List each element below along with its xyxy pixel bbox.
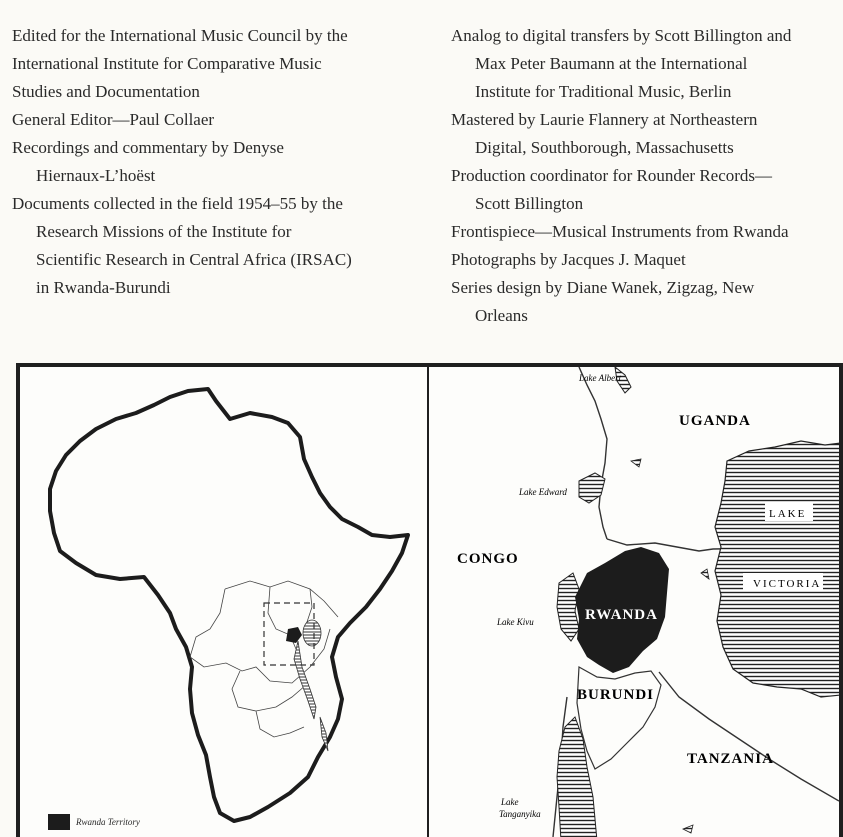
label-burundi: BURUNDI xyxy=(577,687,655,703)
credit-line: Scott Billington xyxy=(475,194,584,213)
credit-line: Frontispiece—Musical Instruments from Rwanda xyxy=(451,222,789,241)
label-uganda: UGANDA xyxy=(679,413,751,429)
label-rwanda: RWANDA xyxy=(585,607,658,623)
label-victoria: VICTORIA xyxy=(753,578,822,590)
credit-line: Documents collected in the field 1954–55 by the xyxy=(12,194,343,213)
lake-victoria xyxy=(715,441,841,697)
credits-right-column xyxy=(451,22,843,330)
credit-line: in Rwanda-Burundi xyxy=(36,278,171,297)
credit-line: Max Peter Baumann at the International xyxy=(475,54,748,73)
credit-line: International Institute for Comparative Music xyxy=(12,54,322,73)
credit-line: Mastered by Laurie Flannery at Northeastern xyxy=(451,110,758,129)
credits-left-column xyxy=(12,22,422,302)
credit-line: General Editor—Paul Collaer xyxy=(12,110,215,129)
credit-line: Production coordinator for Rounder Records— xyxy=(451,166,773,185)
region-map xyxy=(429,367,841,837)
credit-line: Recordings and commentary by Denyse xyxy=(12,138,284,157)
map-legend xyxy=(48,814,140,830)
label-lake-tanganyika-2: Tanganyika xyxy=(499,809,541,819)
credit-line: Research Missions of the Institute for xyxy=(36,222,292,241)
label-lake-albert: Lake Albert xyxy=(579,373,622,383)
label-congo: CONGO xyxy=(457,551,519,567)
credit-line: Edited for the International Music Council by the xyxy=(12,26,348,45)
burundi-border xyxy=(577,667,661,769)
rwanda-territory-shape xyxy=(286,627,302,643)
label-lake-tanganyika-1: Lake xyxy=(501,797,519,807)
credit-line: Series design by Diane Wanek, Zigzag, New xyxy=(451,278,755,297)
credit-line: Institute for Traditional Music, Berlin xyxy=(475,82,732,101)
lake-edward xyxy=(579,473,605,503)
label-lake-kivu: Lake Kivu xyxy=(497,617,534,627)
credit-line: Orleans xyxy=(475,306,528,325)
africa-map xyxy=(20,367,429,837)
region-map-panel xyxy=(427,363,843,837)
lake-kivu xyxy=(557,573,579,641)
label-lake: LAKE xyxy=(769,508,807,520)
label-tanzania: TANZANIA xyxy=(687,751,774,767)
africa-outline xyxy=(50,389,408,821)
africa-map-panel xyxy=(16,363,429,837)
lakes xyxy=(294,620,328,751)
credit-line: Scientific Research in Central Africa (IRSAC) xyxy=(36,250,352,269)
label-lake-edward: Lake Edward xyxy=(519,487,567,497)
legend-label: Rwanda Territory xyxy=(76,817,140,827)
credit-line: Studies and Documentation xyxy=(12,82,200,101)
credit-line: Photographs by Jacques J. Maquet xyxy=(451,250,686,269)
credit-line: Analog to digital transfers by Scott Billington and xyxy=(451,26,792,45)
credit-line: Hiernaux-L’hoëst xyxy=(36,166,156,185)
lake-tanganyika xyxy=(557,717,597,837)
legend-swatch xyxy=(48,814,70,830)
credit-line: Digital, Southborough, Massachusetts xyxy=(475,138,734,157)
